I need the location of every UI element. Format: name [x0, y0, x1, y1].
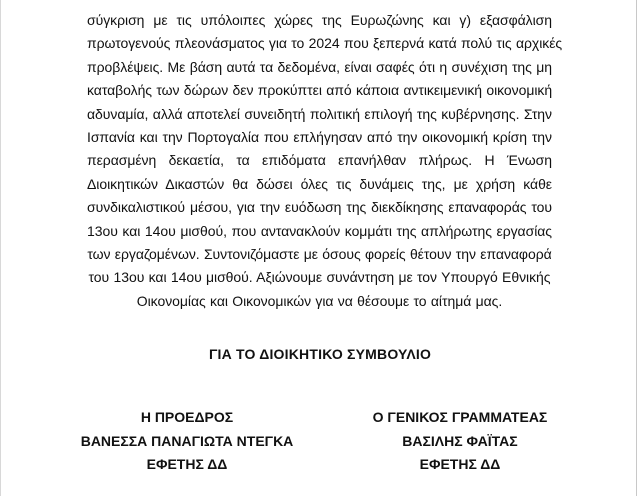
body-line-1: σύγκριση με τις υπόλοιπες χώρες της Ευρωζώνης και γ) εξασφάλιση	[87, 12, 552, 28]
president-role: Η ΠΡΟΕΔΡΟΣ	[140, 409, 234, 425]
body-line-10: 13ου και 14ου μισθού, που αντανακλούν κομμάτι της απλήρωτης εργασίας	[87, 222, 552, 239]
secretary-name: ΒΑΣΙΛΗΣ ΦΑΪΤΑΣ	[402, 432, 518, 449]
secretary-role: Ο ΓΕΝΙΚΟΣ ΓΡΑΜΜΑΤΕΑΣ	[372, 409, 548, 425]
board-title: ΓΙΑ ΤΟ ΔΙΟΙΚΗΤΙΚΟ ΣΥΜΒΟΥΛΙΟ	[208, 346, 432, 362]
body-line-13: Οικονομίας και Οικονομικών για να θέσουμε το αίτημά μας.	[136, 292, 503, 309]
body-line-2: πρωτογενούς πλεονάσματος για το 2024 που ξεπερνά κατά πολύ τις αρχικές	[87, 35, 563, 52]
signature-secretary	[330, 406, 590, 477]
body-line-7: περασμένη δεκαετία, τα επιδόματα επανήλθαν πλήρως. Η Ένωση	[87, 152, 552, 169]
body-line-12: του 13ου και 14ου μισθού. Αξιώνουμε συνάντηση με τον Υπουργό Εθνικής	[88, 269, 551, 286]
body-line-3: προβλέψεις. Με βάση αυτά τα δεδομένα, είναι σαφές ότι η συνέχιση της μη	[87, 58, 552, 75]
secretary-title: ΕΦΕΤΗΣ ΔΔ	[419, 456, 501, 472]
body-line-11: των εργαζομένων. Συντονιζόμαστε με όσους φορείς θέτουν την επαναφορά	[87, 245, 552, 262]
body-line-5: αδυναμία, αλλά αποτελεί συνειδητή πολιτική επιλογή της κυβέρνησης. Στην	[87, 105, 552, 122]
body-paragraph	[87, 9, 563, 313]
body-line-6: Ισπανία και την Πορτογαλία που επλήγησαν από την οικονομική κρίση την	[87, 128, 552, 145]
president-title: ΕΦΕΤΗΣ ΔΔ	[146, 456, 228, 472]
president-name: ΒΑΝΕΣΣΑ ΠΑΝΑΓΙΩΤΑ ΝΤΕΓΚΑ	[80, 432, 294, 449]
signature-president	[62, 406, 312, 477]
body-line-4: καταβολής των δώρων δεν προκύπτει από κάποια αντικειμενική οικονομική	[87, 82, 553, 99]
body-line-8: Διοικητικών Δικαστών θα δώσει όλες τις δυνάμεις της, με χρήση κάθε	[87, 175, 552, 192]
body-line-9: συνδικαλιστικού μέσου, για την ευόδωση της διεκδίκησης επαναφοράς του	[87, 199, 552, 216]
